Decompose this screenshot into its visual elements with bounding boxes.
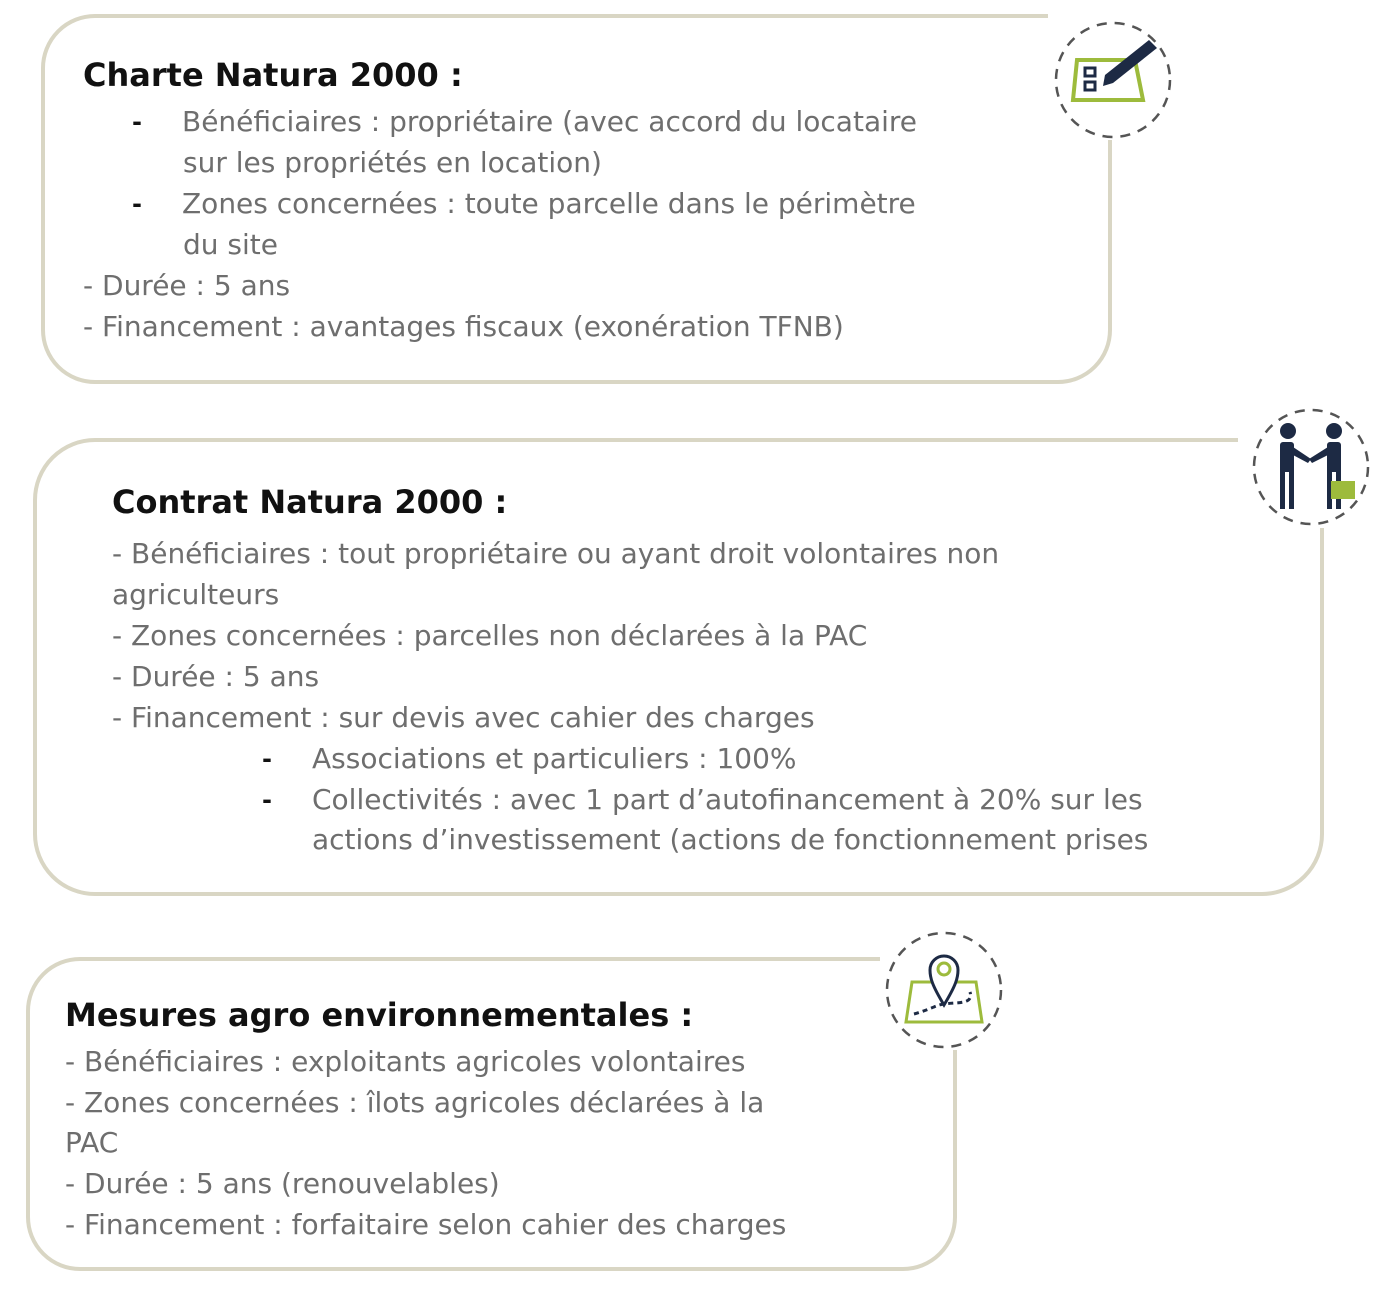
mae-duree: - Durée : 5 ans (renouvelables) [65,1167,500,1200]
charte-beneficiaires: Bénéficiaires : propriétaire (avec accord du locataire [182,105,917,138]
mae-zones: - Zones concernées : îlots agricoles déclarées à la [65,1086,765,1119]
charte-beneficiaires-cont: sur les propriétés en location) [183,146,602,179]
mae-zones-cont: PAC [65,1126,119,1159]
contrat-zones: - Zones concernées : parcelles non déclarées à la PAC [112,619,868,652]
contrat-collectivites: Collectivités : avec 1 part d’autofinancement à 20% sur les [312,783,1143,816]
charte-title: Charte Natura 2000 : [83,56,463,94]
mae-title: Mesures agro environnementales : [65,996,694,1034]
contrat-title: Contrat Natura 2000 : [112,483,508,521]
contrat-duree: - Durée : 5 ans [112,660,320,693]
charte-financement: - Financement : avantages fiscaux (exonération TFNB) [83,310,844,343]
bullet-dash: - [132,190,142,218]
charte-duree: - Durée : 5 ans [83,269,291,302]
contrat-associations: Associations et particuliers : 100% [312,742,797,775]
mae-financement: - Financement : forfaitaire selon cahier des charges [65,1208,787,1241]
charte-zones-cont: du site [183,228,278,261]
charte-zones: Zones concernées : toute parcelle dans le périmètre [182,187,916,220]
bullet-dash: - [262,786,272,814]
map-pin-icon [884,930,1004,1050]
mae-beneficiaires: - Bénéficiaires : exploitants agricoles volontaires [65,1045,746,1078]
handshake-icon [1251,407,1371,527]
bullet-dash: - [262,745,272,773]
contrat-financement: - Financement : sur devis avec cahier des charges [112,701,815,734]
contrat-collectivites-cont: actions d’investissement (actions de fonctionnement prises [312,823,1149,856]
contrat-beneficiaires: - Bénéficiaires : tout propriétaire ou ayant droit volontaires non [112,537,1000,570]
checklist-pencil-icon [1053,20,1173,140]
bullet-dash: - [132,108,142,136]
contrat-beneficiaires-cont: agriculteurs [112,578,280,611]
